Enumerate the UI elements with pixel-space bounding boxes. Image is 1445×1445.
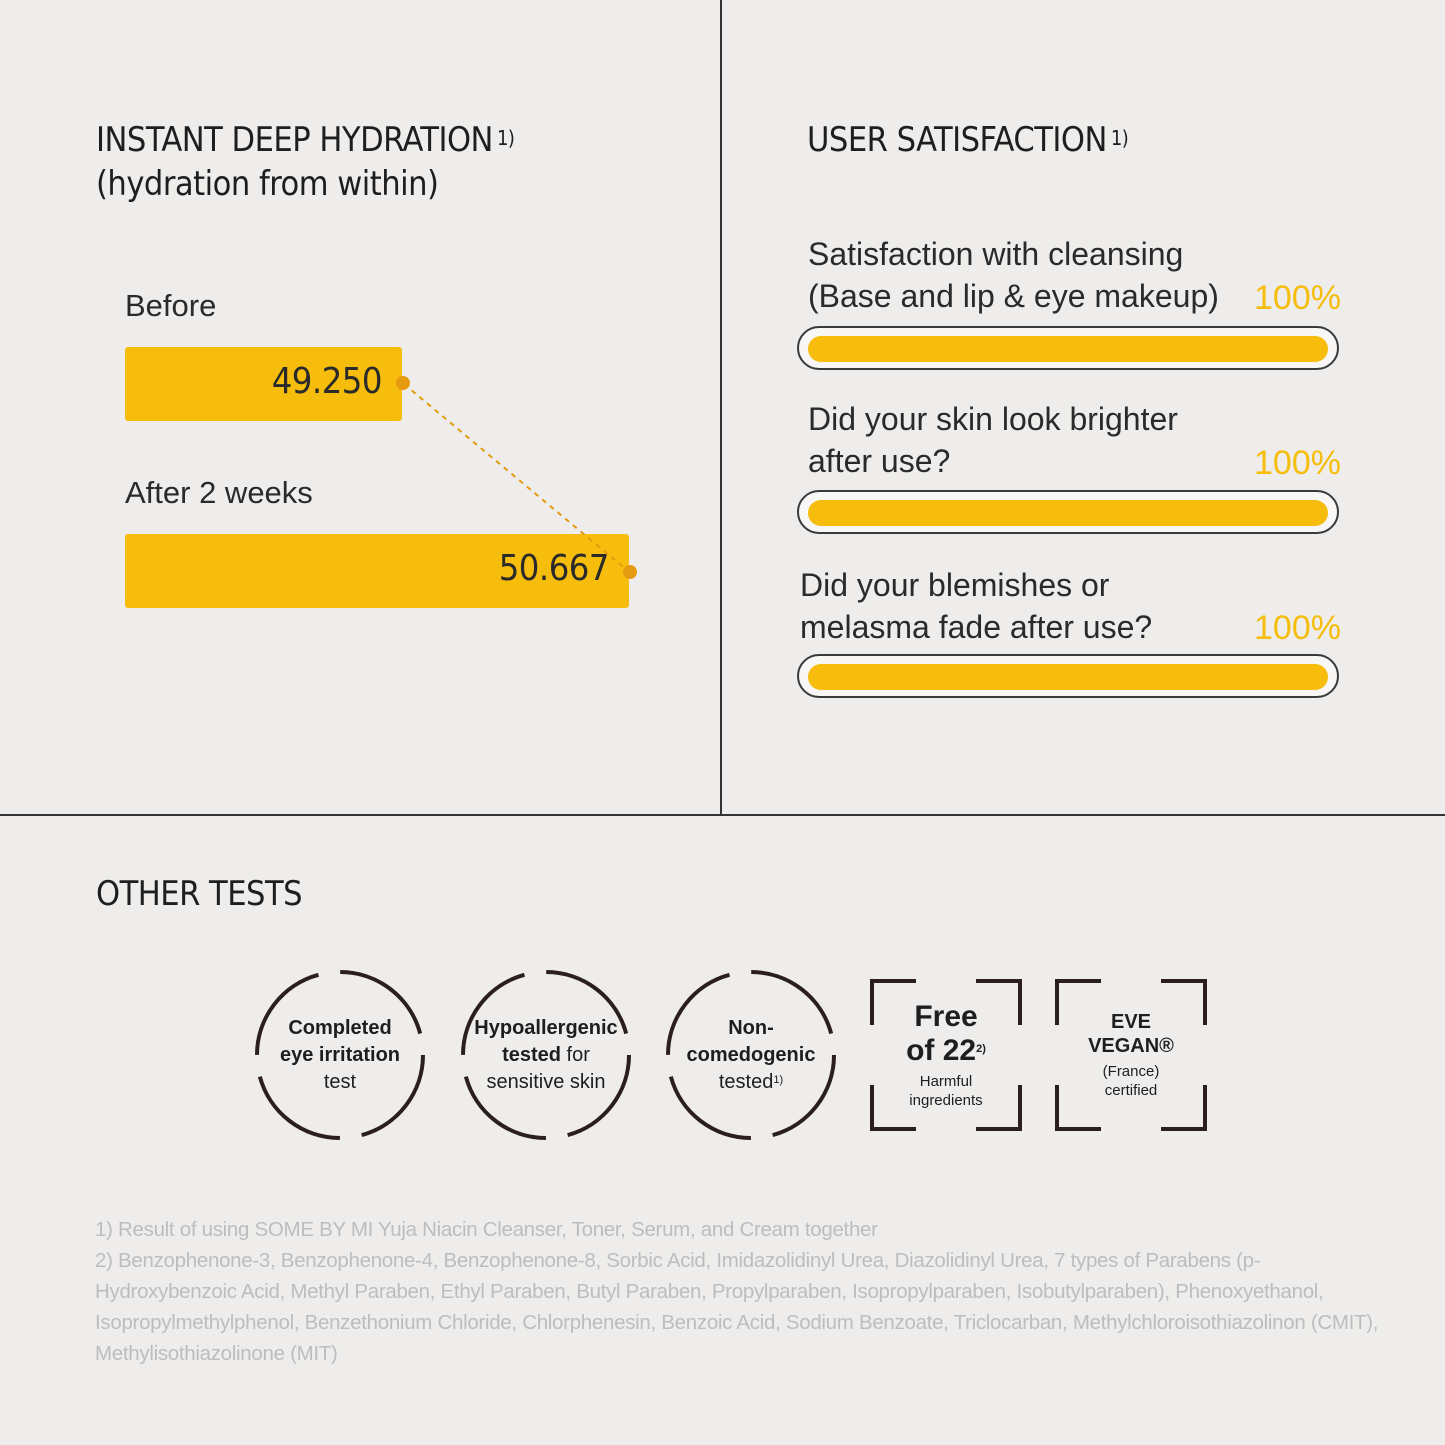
badge-sup: 2) [976,1043,986,1055]
progress-track [797,490,1339,534]
badge-regular: tested [718,1070,774,1093]
badge-line: Free [914,1000,978,1033]
badge-line: Hypoallergenic [474,1016,618,1039]
question-blemishes [800,564,1152,648]
badge-regular: Harmful [919,1073,973,1090]
vertical-divider [720,0,722,815]
footnotes [95,1214,1395,1369]
badge-line: Completed [288,1016,392,1039]
satisfaction-title [807,118,1128,162]
badge-line: comedogenic [686,1043,816,1066]
badge-text [1055,979,1207,1131]
question-line: after use? [808,443,951,479]
badge-line: sensitive skin [486,1070,606,1093]
badge-regular: for [561,1043,590,1066]
badge-line [906,1034,986,1068]
question-line: melasma fade after use? [800,609,1153,645]
before-label: Before [125,288,217,323]
badge-line: test [323,1070,357,1093]
after-value: 50.667 [498,548,609,589]
badge-text [254,969,426,1141]
question-line: Did your blemishes or [800,567,1110,603]
non-comedogenic-badge [665,969,837,1141]
badge-regular: certified [1104,1082,1158,1099]
question-cleansing [808,233,1219,317]
free-of-22-badge [870,979,1022,1131]
trend-connector-line [0,0,720,700]
question-brighter [808,398,1178,482]
progress-track [797,654,1339,698]
badge-text [460,969,632,1141]
progress-fill [808,664,1328,690]
progress-fill [808,500,1328,526]
badge-regular: ingredients [909,1092,983,1109]
satisfaction-title-text: USER SATISFACTION [807,120,1107,160]
badge-regular: (France) [1102,1063,1160,1080]
other-tests-title: OTHER TESTS [96,874,303,914]
badge-line: eye irritation [279,1043,401,1066]
percent-label: 100% [1254,444,1341,482]
percent-label: 100% [1254,279,1341,317]
eye-irritation-badge [254,969,426,1141]
hydration-title-line2: (hydration from within) [96,164,439,204]
badge-line [909,1072,982,1110]
progress-track [797,326,1339,370]
hydration-title-sup: 1) [496,126,515,150]
footnote: 1) Result of using SOME BY MI Yuja Niacin Cleanser, Toner, Serum, and Cream together [95,1218,878,1241]
badge-line: EVE [1110,1011,1152,1033]
badge-line [502,1042,590,1069]
question-line: Did your skin look brighter [808,401,1178,437]
progress-fill [808,336,1328,362]
badge-regular: of 22 [906,1034,977,1067]
badge-text [665,969,837,1141]
badge-text [870,979,1022,1131]
satisfaction-title-sup: 1) [1110,126,1129,150]
badge-line [719,1069,783,1096]
badge-line: VEGAN® [1088,1035,1174,1057]
after-label: After 2 weeks [125,475,313,510]
percent-label: 100% [1254,609,1341,647]
badge-line [1103,1062,1160,1100]
before-value: 49.250 [271,361,382,402]
badge-bold: tested [502,1043,561,1066]
question-line: Satisfaction with cleansing [808,236,1184,272]
hypoallergenic-badge [460,969,632,1141]
badge-line: Non- [728,1016,774,1039]
question-line: (Base and lip & eye makeup) [808,278,1219,314]
badge-sup: 1) [773,1073,784,1086]
horizontal-divider [0,814,1445,816]
footnote: 2) Benzophenone-3, Benzophenone-4, Benzophenone-8, Sorbic Acid, Imidazolidinyl Urea, Diazolidinyl Urea, 7 types of Parabens (p-Hydroxybenzoic Acid, Methyl Paraben, Ethyl Paraben, Butyl Paraben, Propylparaben, Isopropylparaben, Isobutylparaben), Phenoxyethanol, Isopropylmethylphenol, Benzethonium Chloride, Chlorphenesin, Benzoic Acid, Sodium Benzoate, Triclocarban, Methylchloroisothiazolinon (CMIT), Methylisothiazolinone (MIT) [95,1249,1379,1365]
eve-vegan-badge [1055,979,1207,1131]
hydration-title-line1: INSTANT DEEP HYDRATION [96,120,493,160]
